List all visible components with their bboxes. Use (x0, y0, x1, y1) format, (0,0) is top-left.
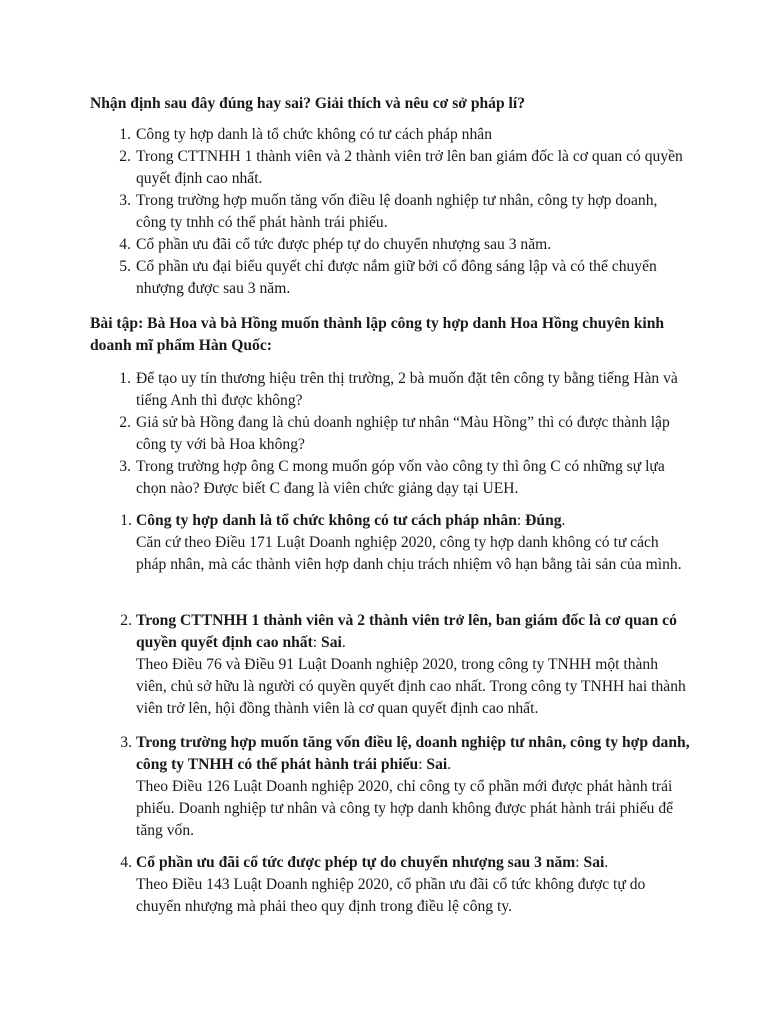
statement-text: Công ty hợp danh là tổ chức không có tư cách pháp nhân (136, 126, 492, 143)
exercise-item (90, 368, 690, 412)
exercise-heading: Bài tập: Bà Hoa và bà Hồng muốn thành lập công ty hợp danh Hoa Hồng chuyên kinh doanh mĩ phẩm Hàn Quốc: (90, 315, 665, 354)
answer-1: 1. Công ty hợp danh là tổ chức không có tư cách pháp nhân: Đúng. Căn cứ theo Điều 171 Luật Doanh nghiệp 2020, công ty hợp danh không có tư cách pháp nhân, mà các thành viên hợp danh chịu trách nhiệm vô hạn bằng tài sản của mình. (90, 510, 690, 576)
answer-number: 3. (120, 734, 132, 751)
question-heading: Nhận định sau đây đúng hay sai? Giải thích và nêu cơ sở pháp lí? (90, 95, 525, 112)
answer-claim: Công ty hợp danh là tổ chức không có tư cách pháp nhân (136, 512, 517, 529)
statement-number: 2. (119, 148, 131, 165)
statement-text: Trong CTTNHH 1 thành viên và 2 thành viên trở lên ban giám đốc là cơ quan có quyền quyết định cao nhất. (136, 148, 683, 187)
exercise-number: 3. (119, 458, 131, 475)
answer-number: 4. (120, 854, 132, 871)
answer-explanation: Theo Điều 76 và Điều 91 Luật Doanh nghiệp 2020, trong công ty TNHH một thành viên, chủ sở hữu là người có quyền quyết định cao nhất. Trong công ty TNHH hai thành viên trở lên, hội đồng thành viên là cơ quan quyết định cao nhất. (136, 656, 686, 717)
answer-claim: Cổ phần ưu đãi cổ tức được phép tự do chuyển nhượng sau 3 năm (136, 854, 576, 871)
answer-verdict: Sai (321, 634, 342, 651)
statement-item (90, 146, 690, 190)
exercise-list (90, 368, 690, 500)
exercise-text: Trong trường hợp ông C mong muốn góp vốn vào công ty thì ông C có những sự lựa chọn nào? Được biết C đang là viên chức giảng dạy tại UEH. (136, 458, 665, 497)
exercise-text: Để tạo uy tín thương hiệu trên thị trường, 2 bà muốn đặt tên công ty bằng tiếng Hàn và tiếng Anh thì được không? (136, 370, 678, 409)
statement-text: Trong trường hợp muốn tăng vốn điều lệ doanh nghiệp tư nhân, công ty hợp doanh, công ty tnhh có thể phát hành trái phiếu. (136, 192, 658, 231)
statements-list (90, 124, 690, 300)
statement-number: 5. (119, 258, 131, 275)
exercise-number: 1. (119, 370, 131, 387)
statement-text: Cổ phần ưu đãi cổ tức được phép tự do chuyển nhượng sau 3 năm. (136, 236, 552, 253)
answer-3: 3. Trong trường hợp muốn tăng vốn điều lệ, doanh nghiệp tư nhân, công ty hợp danh, công ty TNHH có thể phát hành trái phiếu: Sai. Theo Điều 126 Luật Doanh nghiệp 2020, chỉ công ty cổ phần mới được phát hành trái phiếu. Doanh nghiệp tư nhân và công ty hợp danh không được phát hành trái phiếu để tăng vốn. (90, 732, 690, 842)
answer-explanation: Theo Điều 126 Luật Doanh nghiệp 2020, chỉ công ty cổ phần mới được phát hành trái phiếu. Doanh nghiệp tư nhân và công ty hợp danh không được phát hành trái phiếu để tăng vốn. (136, 778, 674, 839)
statement-number: 3. (119, 192, 131, 209)
exercise-item (90, 412, 690, 456)
answer-number: 2. (120, 612, 132, 629)
answer-4: 4. Cổ phần ưu đãi cổ tức được phép tự do chuyển nhượng sau 3 năm: Sai. Theo Điều 143 Luật Doanh nghiệp 2020, cổ phần ưu đãi cổ tức không được tự do chuyển nhượng mà phải theo quy định trong điều lệ công ty. (90, 852, 690, 918)
statement-item (90, 256, 690, 300)
answer-number: 1. (120, 512, 132, 529)
statement-item (90, 234, 690, 256)
answer-verdict: Sai (426, 756, 448, 773)
answer-explanation: Theo Điều 143 Luật Doanh nghiệp 2020, cổ phần ưu đãi cổ tức không được tự do chuyển nhượng mà phải theo quy định trong điều lệ công ty. (136, 876, 646, 915)
statement-number: 1. (119, 126, 131, 143)
answer-verdict: Đúng (525, 512, 562, 529)
statement-text: Cổ phần ưu đại biểu quyết chỉ được nắm giữ bởi cổ đông sáng lập và có thể chuyển nhượng được sau 3 năm. (136, 258, 657, 297)
answer-explanation: Căn cứ theo Điều 171 Luật Doanh nghiệp 2020, công ty hợp danh không có tư cách pháp nhân, mà các thành viên hợp danh chịu trách nhiệm vô hạn bằng tài sản của mình. (136, 534, 682, 573)
statement-item (90, 124, 690, 146)
exercise-item (90, 456, 690, 500)
statement-item (90, 190, 690, 234)
answer-2: 2. Trong CTTNHH 1 thành viên và 2 thành viên trở lên, ban giám đốc là cơ quan có quyền quyết định cao nhất: Sai. Theo Điều 76 và Điều 91 Luật Doanh nghiệp 2020, trong công ty TNHH một thành viên, chủ sở hữu là người có quyền quyết định cao nhất. Trong công ty TNHH hai thành viên trở lên, hội đồng thành viên là cơ quan quyết định cao nhất. (90, 610, 690, 720)
exercise-number: 2. (119, 414, 131, 431)
answer-claim: Trong trường hợp muốn tăng vốn điều lệ, doanh nghiệp tư nhân, công ty hợp danh, công ty TNHH có thể phát hành trái phiếu (136, 734, 690, 773)
answer-verdict: Sai (583, 854, 605, 871)
exercise-text: Giả sử bà Hồng đang là chủ doanh nghiệp tư nhân “Màu Hồng” thì có được thành lập công ty với bà Hoa không? (136, 414, 670, 453)
answer-claim: Trong CTTNHH 1 thành viên và 2 thành viên trở lên, ban giám đốc là cơ quan có quyền quyết định cao nhất (136, 612, 677, 651)
statement-number: 4. (119, 236, 131, 253)
